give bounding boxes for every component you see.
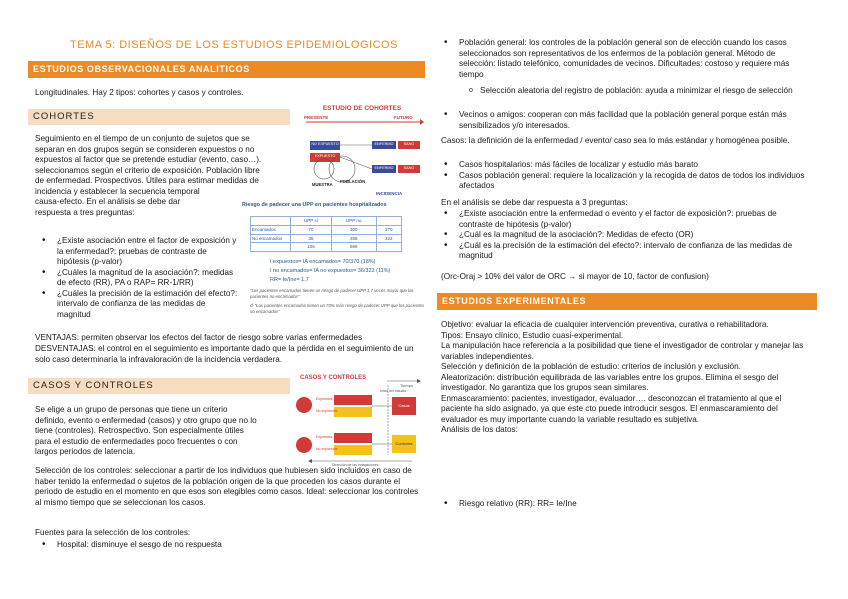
timeline-arrow xyxy=(420,119,424,125)
fuentes-list xyxy=(35,540,425,551)
section-band-observacionales: ESTUDIOS OBSERVACIONALES ANALITICOS xyxy=(28,61,425,78)
cohortes-line: Seguimiento en el tiempo de un conjunto de sujetos que se xyxy=(35,134,250,143)
exposed-cases-dot xyxy=(296,397,312,413)
label-no-expuesto: NO EXPUESTO xyxy=(311,142,339,146)
cases-unexposed-bar xyxy=(334,407,372,417)
label-expuestos-1: Expuestos xyxy=(316,397,333,401)
risk-line-2: I no encamados= IA no expuestos= 36/322 (11%) xyxy=(270,268,391,274)
exposed-controls-dot xyxy=(296,437,312,453)
label-futuro: FUTURO xyxy=(394,115,413,120)
exp-paragraph: Selección y definición de la población de estudio: criterios de inclusión y exclusión. xyxy=(441,362,741,371)
casos-line: largos periodos de latencia. xyxy=(35,447,136,456)
cohortes-line: seleccionamos según el criterio de exposición. Población libre xyxy=(35,165,260,175)
table-cell: 106 xyxy=(291,243,332,252)
exp-paragraph: Objetivo: evaluar la eficacia de cualquier intervención preventiva, curativa o rehabilitadora. xyxy=(441,320,769,329)
label-sano-1: SANO xyxy=(403,142,415,146)
table-cell: 300 xyxy=(331,225,376,234)
risk-note-1: "Los pacientes encamados tienen un riesgo de padecer UPP 1,7 veces mayor que los pacientes no encamados" xyxy=(250,288,414,299)
casos-line: definido, evento o enfermedad (casos) y otro grupo que no lo xyxy=(35,415,257,425)
list-item: • Riesgo relativo (RR): RR= Ie/Ine xyxy=(437,499,807,510)
list-item: • ¿Existe asociación entre la enfermedad o evento y el factor de exposición?: pruebas de contraste de hipótesis (p-valor) xyxy=(437,209,807,230)
label-enfermo-2: ENFERMO xyxy=(374,166,394,170)
list-item: • ¿Cuáles la precisión de la estimación del efecto?: intervalo de confianza de las medidas de magnitud xyxy=(35,289,240,321)
cohort-diagram-title: ESTUDIO DE COHORTES xyxy=(322,105,402,112)
desventajas-text: DESVENTAJAS: el control en el seguimiento es importante dado que la pérdida en el seguimiento de un solo caso determinaría la infravaloración de la incidencia verdadera. xyxy=(35,344,414,364)
table-cell: UPP no xyxy=(331,217,376,226)
list-item: • Casos población general: requiere la localización y la recogida de datos de todos los individuos afectados xyxy=(437,171,807,192)
page-title: TEMA 5: DISEÑOS DE LOS ESTUDIOS EPIDEMIOLOGICOS xyxy=(70,39,398,51)
exp-paragraph: Análisis de los datos: xyxy=(441,425,518,434)
casos-line: Se elige a un grupo de personas que tiene un criterio xyxy=(35,405,228,414)
longitudinales-text: Longitudinales. Hay 2 tipos: cohortes y casos y controles. xyxy=(35,88,244,97)
ventajas-text: VENTAJAS: permiten observar los efectos del factor de riesgo sobre varias enfermedades xyxy=(35,333,363,342)
risk-note-2: Ó "Los pacientes encamados tienen un 70% más riesgo de padecer UPP que los pacientes no encamados" xyxy=(250,303,425,314)
table-cell: 586 xyxy=(331,243,376,252)
list-item: • Población general: los controles de la población general son de elección cuando los casos seleccionados son representativos de los enfermos de la población general. Método de selección: listado telefónico, comunidades de vecinos. Dificultades: costoso y requiere más tiempo xyxy=(437,38,807,80)
orc-note: (Orc-Oraj > 10% del valor de ORC → si mayor de 10, factor de confusion) xyxy=(441,272,709,281)
casos-definition: Casos: la definición de la enfermedad / evento/ caso sea lo más estándar y homogénea posible. xyxy=(441,136,790,145)
label-expuestos-2: Expuestos xyxy=(316,435,333,439)
list-item: • ¿Cuál es la precisión de la estimación del efecto?: intervalo de confianza de las medidas de magnitud xyxy=(437,241,807,262)
table-cell: 322 xyxy=(376,234,401,243)
cc-diagram-title: CASOS Y CONTROLES xyxy=(300,375,367,381)
cohortes-questions-list xyxy=(35,236,240,320)
table-row xyxy=(251,243,402,252)
cohort-diagram xyxy=(302,105,424,200)
table-row xyxy=(251,225,402,234)
population-list xyxy=(437,38,807,80)
table-cell: UPP sí xyxy=(291,217,332,226)
list-item: • Hospital: disminuye el sesgo de no respuesta xyxy=(35,540,425,551)
risk-table-title: Riesgo de padecer una UPP en pacientes hospitalizados xyxy=(242,202,387,208)
controls-exposed-bar xyxy=(334,433,372,443)
label-controles: Controles xyxy=(395,441,413,446)
list-item: • Casos hospitalarios: más fáciles de localizar y estudio más barato xyxy=(437,160,807,171)
table-cell: No encamados xyxy=(251,234,291,243)
table-cell xyxy=(376,217,401,226)
direction-arrowhead xyxy=(308,459,312,463)
casos-sources-list xyxy=(437,160,807,192)
population-sublist xyxy=(448,86,803,97)
table-cell: Encamados xyxy=(251,225,291,234)
section-band-experimentales: ESTUDIOS EXPERIMENTALES xyxy=(437,293,817,310)
exp-paragraph: La manipulación hace referencia a la posibilidad que tiene el investigador de controlar y manejar las variables independientes. xyxy=(441,341,804,361)
casos-line: para el estudio de enfermedades poco frecuentes o con xyxy=(35,436,238,446)
cohortes-line: de enfermedad. Prospectivos. Útiles para estimar medidas de xyxy=(35,176,259,185)
label-muestra: MUESTRA xyxy=(312,182,333,187)
list-item: • ¿Existe asociación entre el factor de exposición y la enfermedad?: pruebas de contraste de hipótesis (p-valor) xyxy=(35,236,240,268)
table-cell: 286 xyxy=(331,234,376,243)
exp-paragraph: Aleatorización: distribución equilibrada de las variables entre los grupos. Elimina el sesgo del investigador. No garantiza que los grupos sean similares. xyxy=(441,372,779,392)
casos-line: tiene (controles). Retrospectivo. Son especialmente útiles xyxy=(35,426,244,435)
label-expuesto: EXPUESTO xyxy=(314,154,336,158)
label-no-expuestos-2: No expuestos xyxy=(316,447,338,451)
list-item: o Selección aleatoria del registro de población: ayuda a minimizar el riesgo de selección xyxy=(448,86,803,97)
list-item: • Vecinos o amigos: cooperan con más facilidad que la población general porque están más sensibilizados y/o interesados. xyxy=(437,110,807,131)
risk-table xyxy=(250,216,402,252)
cohortes-line: incidencia y establecer la secuencia temporal xyxy=(35,186,200,196)
label-sano-2: SANO xyxy=(403,166,415,170)
risk-line-1: I expuestos= IA encamados= 70/370 (18%) xyxy=(270,259,376,265)
risk-table-figure xyxy=(242,202,427,324)
exp-paragraph: Tipos: Ensayo clínico, Estudio cuasi-experimental. xyxy=(441,330,624,340)
table-row xyxy=(251,234,402,243)
time-arrowhead xyxy=(417,379,421,383)
casos-controles-heading: CASOS Y CONTROLES xyxy=(28,378,290,394)
label-tiempo: Tiempo xyxy=(400,383,414,388)
table-cell: 36 xyxy=(291,234,332,243)
cohortes-line: expuestos al factor que se pretende estudiar (evento, caso…). xyxy=(35,155,262,164)
label-poblacion: POBLACIÓN xyxy=(340,179,366,184)
cases-controls-diagram xyxy=(292,375,425,470)
label-direccion: Dirección de las indagaciones xyxy=(332,463,379,467)
table-cell: 370 xyxy=(376,225,401,234)
table-cell: 70 xyxy=(291,225,332,234)
cases-exposed-bar xyxy=(334,395,372,405)
list-item: • ¿Cuál es la magnitud de la asociación?: Medidas de efecto (OR) xyxy=(437,230,807,241)
table-cell xyxy=(251,217,291,226)
analisis-questions-list xyxy=(437,209,807,262)
analisis-intro: En el análisis se debe dar respuesta a 3 preguntas: xyxy=(441,198,628,207)
label-presente: PRESENTE xyxy=(304,115,329,120)
label-enfermo-1: ENFERMO xyxy=(374,142,394,146)
label-no-expuestos-1: No expuestos xyxy=(316,409,338,413)
casos-description xyxy=(35,405,293,458)
label-inicio: Inicio del estudio xyxy=(380,389,407,393)
risk-line-3: RR= Ie/Ine= 1,7 xyxy=(270,277,309,283)
exp-paragraph: Enmascaramiento: pacientes, investigador, evaluador…. desconozcan el tratamiento al que el paciente ha sido asignado, ya que este cto puede introducir sesgos. El enmascaramiento del evaluador es muy importante cuando la variable resultado es subjetiva. xyxy=(441,393,782,424)
table-row xyxy=(251,217,402,226)
controls-unexposed-bar xyxy=(334,445,372,455)
experimental-text xyxy=(441,320,811,436)
label-casos: Casos xyxy=(398,403,410,408)
seleccion-controles-text: Selección de los controles: seleccionar a partir de los individuos que hubiesen sido incluidos en caso de haber tenido la enfermedad o sujetos de la población origen de la que proceden los casos durante el periodo de estudio en el momento en que esos son elegibles como casos. Ideal: seleccionar los controles al mismo tiempo que se seleccionan los casos. xyxy=(35,466,419,507)
table-cell xyxy=(251,243,291,252)
arrow-line xyxy=(340,157,372,169)
list-item: • ¿Cuáles la magnitud de la asociación?: medidas de efecto (RR), PA o RAP= RR-1/RR) xyxy=(35,268,240,289)
cohortes-line: respuesta a tres preguntas: xyxy=(35,207,135,217)
exp-analysis-list xyxy=(437,499,807,510)
cohortes-line: separan en dos grupos según se consideren expuestos o no xyxy=(35,144,255,154)
vecinos-list xyxy=(437,110,807,131)
cohortes-line: causa-efecto. En el análisis se debe dar xyxy=(35,197,181,206)
table-cell xyxy=(376,243,401,252)
cohortes-heading: COHORTES xyxy=(28,109,290,125)
label-incidencia: INCIDENCIA xyxy=(376,191,403,196)
fuentes-text: Fuentes para la selección de los controles: xyxy=(35,528,191,537)
